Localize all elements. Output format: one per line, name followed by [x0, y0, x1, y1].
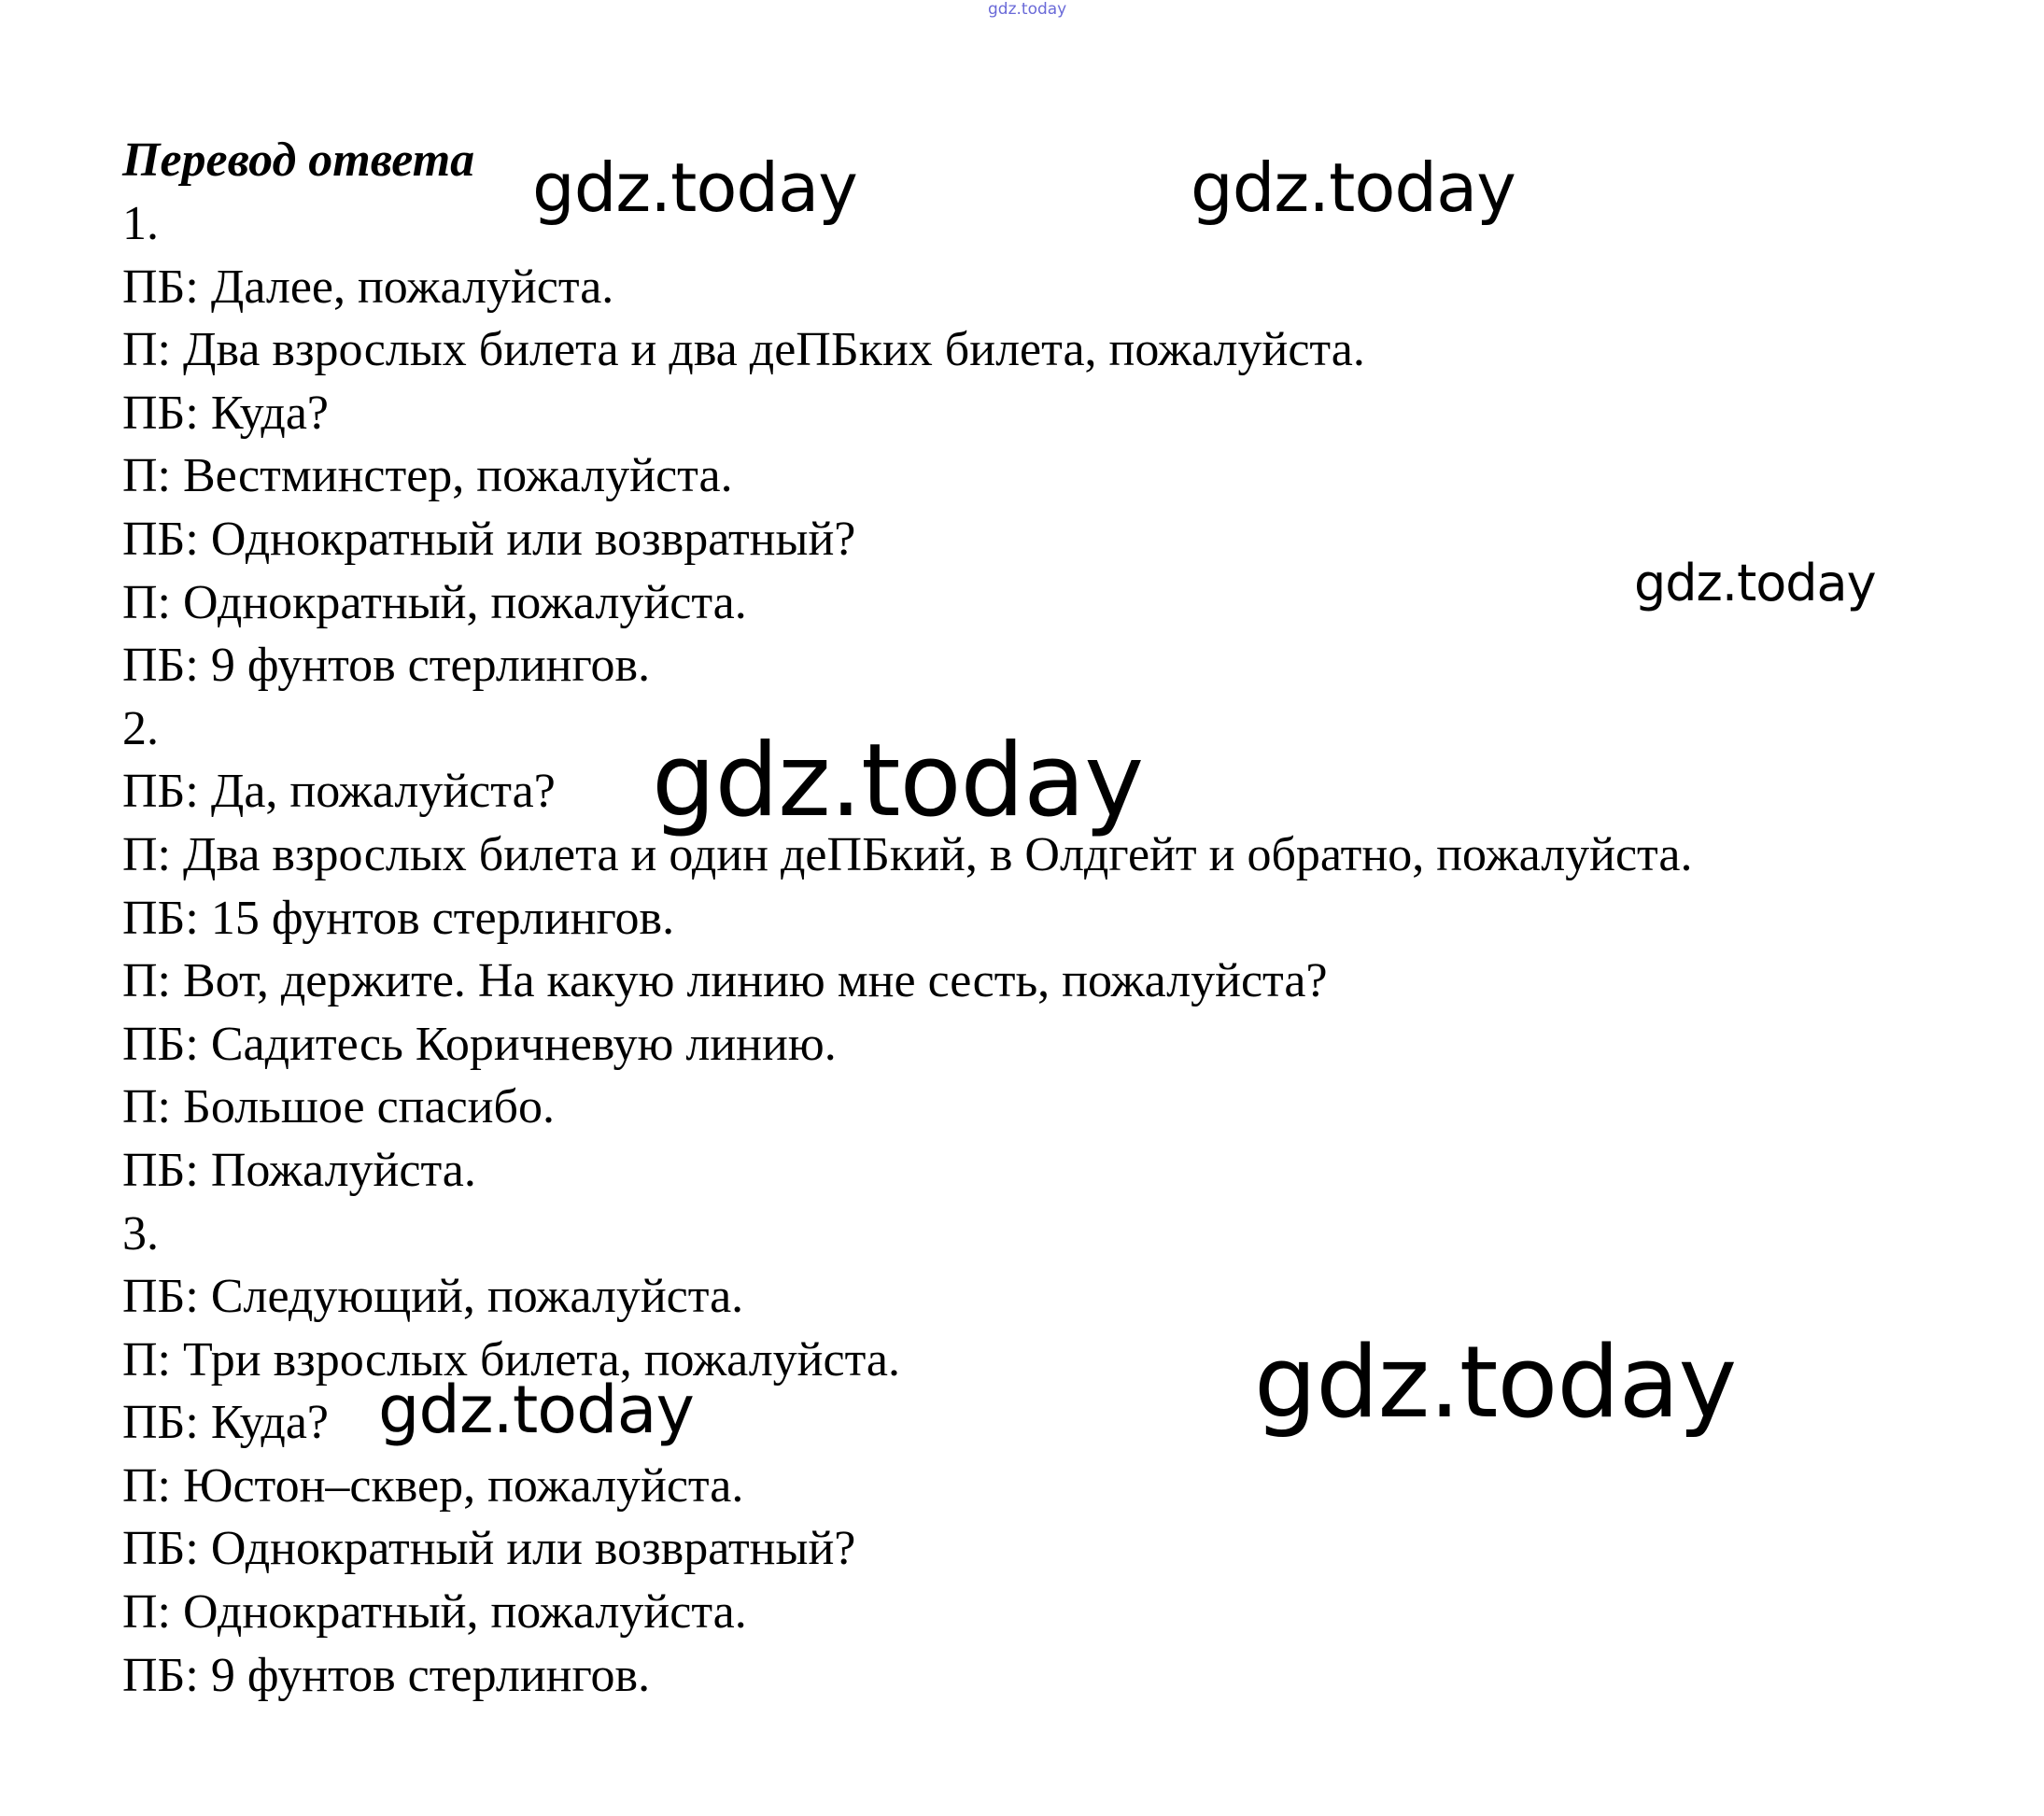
dialogue-line: ПБ: Далее, пожалуйста. — [122, 260, 614, 314]
dialogue-line: П: Три взрослых билета, пожалуйста. — [122, 1332, 901, 1387]
watermark: gdz.today — [532, 148, 857, 227]
dialogue-line: П: Юстон–сквер, пожалуйста. — [122, 1458, 744, 1513]
section-number: 3. — [122, 1206, 159, 1260]
watermark: gdz.today — [1254, 1325, 1737, 1440]
dialogue-line: ПБ: 9 фунтов стерлингов. — [122, 1648, 651, 1702]
watermark: gdz.today — [378, 1372, 694, 1448]
dialogue-line: П: Вестминстер, пожалуйста. — [122, 449, 733, 503]
dialogue-line: ПБ: Куда? — [122, 1396, 329, 1450]
watermark: gdz.today — [652, 723, 1144, 839]
dialogue-line: П: Однократный, пожалуйста. — [122, 1585, 747, 1640]
watermark-top: gdz.today — [988, 0, 1067, 19]
document-body — [122, 129, 1990, 1707]
dialogue-line: ПБ: Однократный или возвратный? — [122, 1522, 856, 1576]
dialogue-line: ПБ: 9 фунтов стерлингов. — [122, 639, 651, 693]
dialogue-line: П: Два взрослых билета и два деПБких билета, пожалуйста. — [122, 323, 1365, 377]
dialogue-line: ПБ: Садитесь Коричневую линию. — [122, 1017, 837, 1071]
dialogue-line: ПБ: Да, пожалуйста? — [122, 765, 556, 819]
section-number: 1. — [122, 197, 159, 250]
dialogue-line: П: Вот, держите. На какую линию мне сесть, пожалуйста? — [122, 954, 1328, 1008]
dialogue-line: ПБ: 15 фунтов стерлингов. — [122, 891, 675, 945]
dialogue-line: П: Большое спасибо. — [122, 1080, 555, 1134]
watermark: gdz.today — [1191, 148, 1515, 227]
dialogue-line: ПБ: Куда? — [122, 386, 329, 440]
dialogue-line: П: Однократный, пожалуйста. — [122, 575, 747, 629]
dialogue-line: ПБ: Однократный или возвратный? — [122, 512, 856, 566]
dialogue-line: ПБ: Пожалуйста. — [122, 1143, 476, 1197]
document-title: Перевод ответа — [122, 134, 475, 187]
dialogue-line: ПБ: Следующий, пожалуйста. — [122, 1270, 744, 1324]
watermark: gdz.today — [1634, 554, 1876, 612]
dialogue-line: П: Два взрослых билета и один деПБкий, в Олдгейт и обратно, пожалуйста. — [122, 827, 1693, 881]
section-number: 2. — [122, 701, 159, 755]
